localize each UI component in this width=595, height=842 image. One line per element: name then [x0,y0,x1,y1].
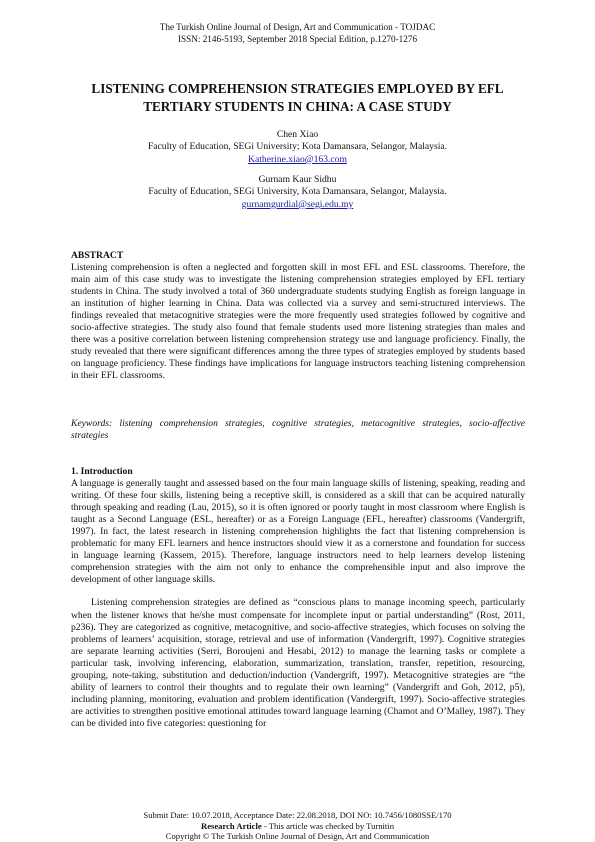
introduction-section [71,466,525,730]
title-line-1: LISTENING COMPREHENSION STRATEGIES EMPLOYED BY EFL [91,81,504,96]
paper-title [40,80,555,116]
keywords-section [71,418,525,442]
abstract-section [71,250,525,383]
keywords-text: : listening comprehension strategies, cognitive strategies, metacognitive strategies, socio-affective strategies [71,418,525,442]
turnitin-note: - This article was checked by Turnitin [261,820,394,831]
journal-header [0,22,595,45]
author-2 [0,174,595,211]
author-affiliation: Faculty of Education, SEGi University, Kota Damansara, Selangor, Malaysia. [148,186,447,198]
copyright-line: Copyright © The Turkish Online Journal of Design, Art and Communication [165,831,430,842]
author-email-link[interactable]: gurnamgurdial@segi.edu.my [241,198,354,210]
journal-name: The Turkish Online Journal of Design, Art and Communication - TOJDAC [159,22,436,32]
author-name: Chen Xiao [276,129,319,140]
introduction-heading: 1. Introduction [71,466,133,477]
author-affiliation: Faculty of Education, SEGi University; Kota Damansara, Selangor, Malaysia. [147,141,448,153]
issn-line: ISSN: 2146-5193, September 2018 Special Edition, p.1270-1276 [177,33,418,44]
page-footer [0,810,595,842]
abstract-heading: ABSTRACT [71,250,124,261]
research-article-note [0,821,595,832]
author-name: Gurnam Kaur Sidhu [258,174,337,185]
author-email-link[interactable]: Katherine.xiao@163.com [248,153,347,165]
research-article-label: Research Article [200,820,262,831]
abstract-text: Listening comprehension is often a neglected and forgotten skill in most EFL and ESL classrooms. Therefore, the main aim of this case study was to investigate the listening comprehension strategies employed by EFL tertiary students in China. The study involved a total of 360 undergraduate students studying English as foreign language in an institution of higher learning in China. Data was collected via a survey and semi-structured interviews. The findings revealed that metacognitive strategies were the more frequently used strategies followed by cognitive and socio-affective strategies. The study also found that female students used more listening strategies than males and there was a positive correlation between listening comprehension strategy use and language proficiency. Finally, the study revealed that there were significant differences among the three types of strategies employed by students based on language proficiency. These findings have implications for language instructors teaching listening comprehension in their EFL classrooms. [71,262,525,382]
submission-dates: Submit Date: 10.07.2018, Acceptance Date: 22.08.2018, DOI NO: 10.7456/1080SSE/170 [143,810,452,820]
title-line-2: TERTIARY STUDENTS IN CHINA: A CASE STUDY [143,99,452,114]
intro-paragraph-2: Listening comprehension strategies are defined as “conscious plans to manage incoming speech, particularly when the listener knows that he/she must compensate for incomplete input or partial understanding” (Rost, 2011, p236). They are categorized as cognitive, metacognitive, and socio-affective strategies, which focuses on solving the problems of learners’ acquisition, storage, retrieval and use of information (Vandergrift, 1997). Cognitive strategies are separate learning activities (Serri, Boroujeni and Hesabi, 2012) to manage the learning tasks or complete a particular task, involving inferencing, elaboration, summarization, translation, transfer, repetition, resourcing, grouping, note-taking, substitution and deduction/induction (Vandergrift, 1997). Metacognitive strategies are “the ability of learners to control their thoughts and to regulate their own learning” (Vandergrift and Goh, 2012, p5), including planning, monitoring, evaluation and problem identification (Vandergrift, 1997). Socio-affective strategies are activities to strengthen positive emotional attitudes toward language learning (Chamot and O’Malley, 1987). They can be divided into five categories: questioning for [71,597,525,729]
intro-paragraph-1: A language is generally taught and assessed based on the four main language skills of listening, speaking, reading and writing. Of these four skills, listening being a receptive skill, is considered as a skill that can be acquired naturally through speaking and reading (Lau, 2015), so it is often ignored or poorly taught in most classroom where English is taught as a Second Language (ESL, hereafter) or as a Foreign Language (EFL, hereafter) classrooms (Vandergrift, 1997). In fact, the latest research in listening comprehension highlights the fact that listening comprehension is problematic for many EFL learners and hence instructors should view it as a cornerstone and foundation for success in language learning (Kassem, 2015). Therefore, language instructors need to help learners develop listening comprehension strategies with the aim not only to enhance the comprehensible input and also improve the development of other language skills. [71,478,525,586]
keywords-label: Keywords [71,418,110,429]
author-1 [0,129,595,166]
